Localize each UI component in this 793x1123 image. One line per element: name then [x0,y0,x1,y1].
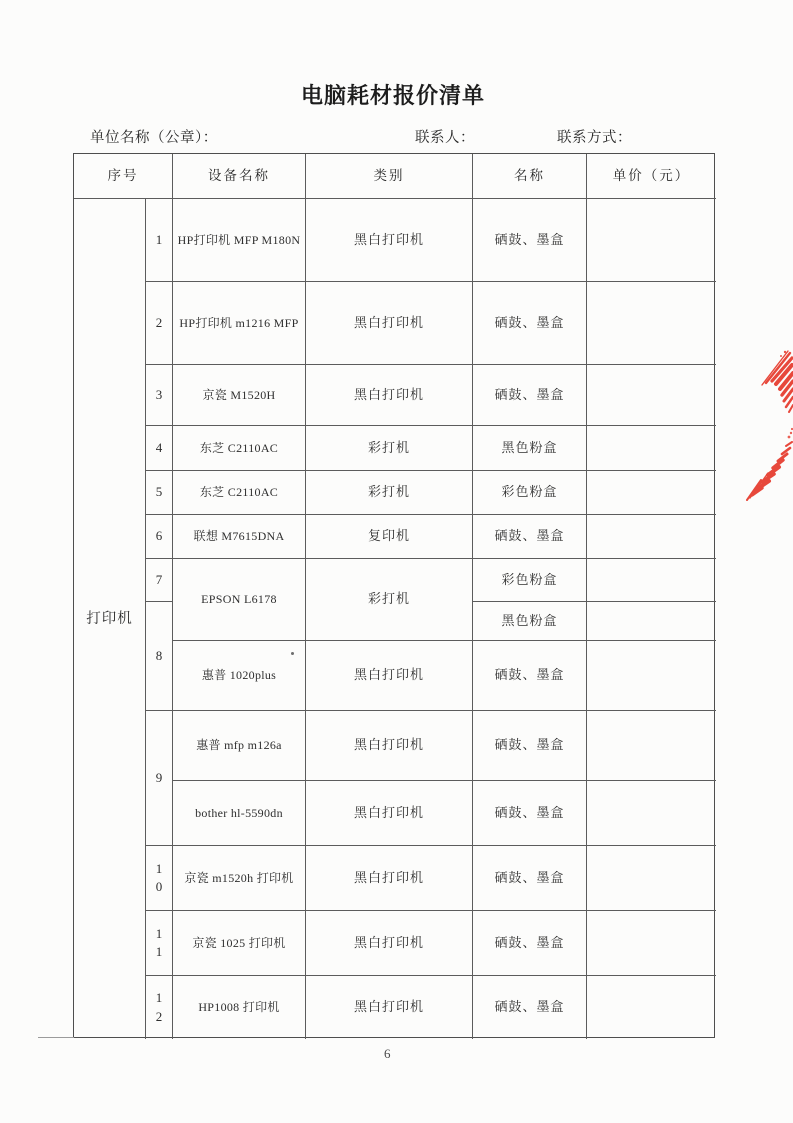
device-name: bother hl-5590dn [173,781,306,846]
unit-price-cell [587,711,716,781]
row-index: 4 [146,426,173,471]
unit-price-cell [587,976,716,1039]
device-name: HP1008 打印机 [173,976,306,1039]
quotation-table [73,153,715,1038]
category: 黑白打印机 [306,711,473,781]
consumable-name: 硒鼓、墨盒 [473,911,587,976]
consumable-name: 硒鼓、墨盒 [473,976,587,1039]
unit-price-cell [587,911,716,976]
category: 黑白打印机 [306,282,473,365]
column-header-name: 名称 [473,154,587,199]
scan-line-artifact [38,1037,74,1038]
category: 黑白打印机 [306,911,473,976]
unit-price-cell [587,365,716,426]
consumable-name: 黑色粉盒 [473,602,587,641]
unit-price-cell [587,559,716,602]
category: 黑白打印机 [306,976,473,1039]
consumable-name: 彩色粉盒 [473,471,587,515]
unit-price-cell [587,471,716,515]
category: 彩打机 [306,559,473,641]
group-label-printer: 打印机 [74,199,146,1039]
row-index: 7 [146,559,173,602]
contact-person-label: 联系人： [415,130,475,146]
column-header-category: 类别 [306,154,473,199]
page-title: 电脑耗材报价清单 [300,83,485,108]
device-name: 惠普 mfp m126a [173,711,306,781]
page-number: 6 [384,1046,391,1061]
unit-price-cell [587,426,716,471]
consumable-name: 硒鼓、墨盒 [473,846,587,911]
unit-price-cell [587,282,716,365]
column-header-price: 单价（元） [587,154,716,199]
consumable-name: 硒鼓、墨盒 [473,199,587,282]
row-index: 12 [146,976,173,1039]
category: 黑白打印机 [306,846,473,911]
consumable-name: 硒鼓、墨盒 [473,515,587,559]
contact-method-label: 联系方式： [557,130,632,146]
category: 彩打机 [306,471,473,515]
device-name: 东芝 C2110AC [173,426,306,471]
category: 彩打机 [306,426,473,471]
unit-price-cell [587,199,716,282]
consumable-name: 黑色粉盒 [473,426,587,471]
red-stamp-fragment-bottom [744,424,793,502]
category: 黑白打印机 [306,365,473,426]
row-index: 5 [146,471,173,515]
consumable-name: 硒鼓、墨盒 [473,641,587,711]
row-index: 8 [146,602,173,711]
row-index: 10 [146,846,173,911]
consumable-name: 硒鼓、墨盒 [473,365,587,426]
row-index: 9 [146,711,173,846]
unit-name-label: 单位名称（公章）： [90,130,218,146]
consumable-name: 彩色粉盒 [473,559,587,602]
unit-price-cell [587,781,716,846]
row-index: 3 [146,365,173,426]
category: 复印机 [306,515,473,559]
device-name: 联想 M7615DNA [173,515,306,559]
consumable-name: 硒鼓、墨盒 [473,282,587,365]
device-name: 京瓷 M1520H [173,365,306,426]
unit-price-cell [587,602,716,641]
device-name: 东芝 C2110AC [173,471,306,515]
device-name: EPSON L6178 [173,559,306,641]
unit-price-cell [587,846,716,911]
device-name: 惠普 1020plus [173,641,306,711]
row-index: 2 [146,282,173,365]
red-stamp-fragment-top [752,350,793,416]
category: 黑白打印机 [306,199,473,282]
category: 黑白打印机 [306,781,473,846]
column-header-device: 设备名称 [173,154,306,199]
column-header-index: 序号 [74,154,173,199]
row-index: 1 [146,199,173,282]
device-name: HP打印机 MFP M180N [173,199,306,282]
unit-price-cell [587,515,716,559]
scan-speck-artifact [291,652,294,655]
consumable-name: 硒鼓、墨盒 [473,781,587,846]
device-name: 京瓷 1025 打印机 [173,911,306,976]
consumable-name: 硒鼓、墨盒 [473,711,587,781]
row-index: 11 [146,911,173,976]
row-index: 6 [146,515,173,559]
device-name: 京瓷 m1520h 打印机 [173,846,306,911]
unit-price-cell [587,641,716,711]
category: 黑白打印机 [306,641,473,711]
device-name: HP打印机 m1216 MFP [173,282,306,365]
